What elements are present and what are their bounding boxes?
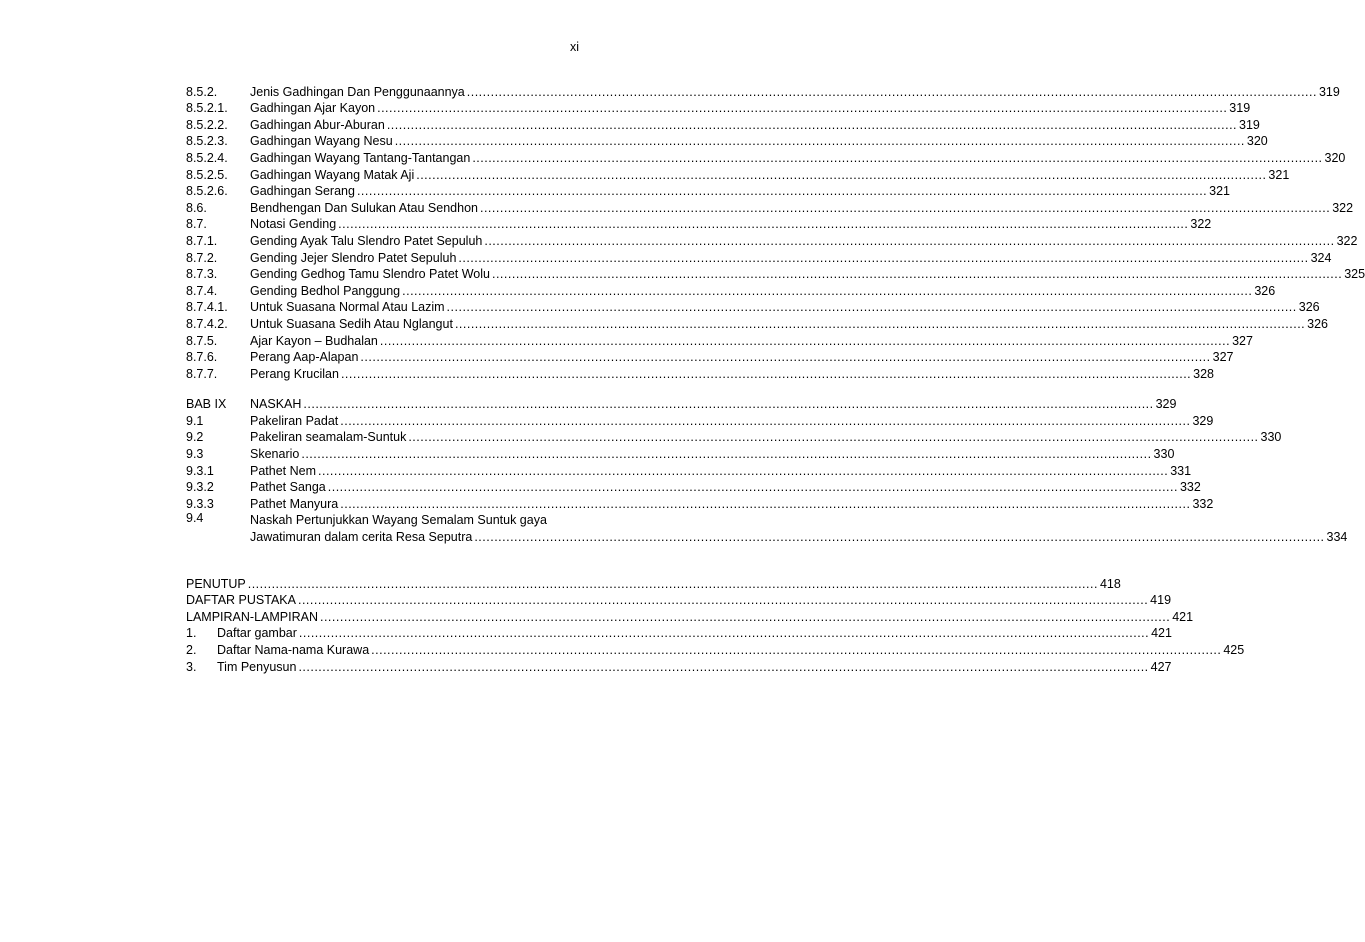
leader-dots <box>474 530 1324 544</box>
toc-entry <box>186 248 1332 265</box>
toc-entry-number: 9.3.2 <box>186 480 214 495</box>
toc-entry-page: 330 <box>1153 447 1175 462</box>
toc-entry-title: Tim Penyusun <box>217 659 297 674</box>
leader-dots <box>298 660 1148 674</box>
toc-entry-page: 332 <box>1179 480 1201 495</box>
toc-entry-number: 9.1 <box>186 413 204 428</box>
toc-entry <box>186 265 1365 282</box>
toc-entry-number: 8.7.4.2. <box>186 316 228 331</box>
toc-entry-number: 1. <box>186 626 197 641</box>
leader-dots <box>318 464 1168 478</box>
toc-entry <box>186 281 1276 298</box>
toc-entry-number: 8.7.5. <box>186 333 218 348</box>
toc-entry-number: 8.5.2.3. <box>186 134 228 149</box>
leader-dots <box>380 334 1230 348</box>
toc-entry-page: 419 <box>1150 593 1172 608</box>
toc-entry-page: 418 <box>1099 576 1121 591</box>
toc-entry-title: Pathet Manyura <box>250 496 339 511</box>
toc-entry-title: Gadhingan Wayang Nesu <box>250 134 393 149</box>
leader-dots <box>472 151 1322 165</box>
toc-entry-title: Untuk Suasana Normal Atau Lazim <box>250 300 445 315</box>
toc-entry-title: Perang Aap-Alapan <box>250 350 359 365</box>
toc-entry-number: 8.5.2.6. <box>186 184 228 199</box>
toc-entry-title: LAMPIRAN-LAMPIRAN <box>186 609 318 624</box>
toc-entry-title: PENUTUP <box>186 576 246 591</box>
toc-entry-page: 319 <box>1318 84 1340 99</box>
toc-entry-page: 425 <box>1223 643 1245 657</box>
toc-entry-number: 8.5.2. <box>186 84 218 99</box>
toc-entry-page: 322 <box>1190 217 1212 232</box>
leader-dots <box>402 284 1252 298</box>
toc-entry-number: 8.5.2.2. <box>186 117 228 132</box>
leader-dots <box>248 577 1098 591</box>
toc-entry <box>186 115 1260 132</box>
toc-entry-title: Gending Jejer Slendro Patet Sepuluh <box>250 250 457 265</box>
toc-entry-page: 421 <box>1151 626 1172 641</box>
toc-entry-number: 8.5.2.4. <box>186 150 228 165</box>
toc-entry-page: 329 <box>1192 413 1214 428</box>
leader-dots <box>455 317 1305 331</box>
toc-entry-page: 421 <box>1172 609 1194 624</box>
toc-entry-number: 8.6. <box>186 200 207 215</box>
toc-entry-title: Skenario <box>250 447 300 462</box>
toc-entry <box>186 215 1212 232</box>
toc-entry-page: 322 <box>1336 233 1358 248</box>
toc-section-back-matter <box>186 574 1194 624</box>
toc-entry-number: 9.3.1 <box>186 463 214 478</box>
toc-entry-title: Daftar Nama-nama Kurawa <box>217 643 370 657</box>
toc-entry-page: 329 <box>1155 397 1177 412</box>
toc-entry-page: 319 <box>1239 117 1260 132</box>
toc-entry-number: 8.7.3. <box>186 267 218 282</box>
table-of-contents <box>186 82 1365 674</box>
toc-entry-title: Daftar gambar <box>217 626 297 641</box>
toc-entry-page: 328 <box>1193 366 1215 381</box>
toc-section-chapter-9 <box>186 395 1282 511</box>
toc-entry-page: 334 <box>1326 530 1348 545</box>
toc-entry-number: 8.7.4. <box>186 283 218 298</box>
toc-entry <box>186 411 1214 428</box>
toc-entry <box>186 82 1340 99</box>
toc-entry <box>186 607 1194 624</box>
leader-dots <box>484 234 1334 248</box>
toc-entry <box>186 348 1234 365</box>
toc-entry-page: 427 <box>1150 659 1172 674</box>
toc-entry-title: Bendhengan Dan Sulukan Atau Sendhon <box>250 200 478 215</box>
leader-dots <box>416 168 1266 182</box>
toc-entry-title: Gadhingan Serang <box>250 184 355 199</box>
toc-entry <box>186 331 1253 348</box>
toc-entry-number: 9.2 <box>186 430 204 445</box>
toc-entry-title: Gadhingan Abur-Aburan <box>250 117 385 132</box>
leader-dots <box>299 626 1149 640</box>
toc-entry-title: Pathet Nem <box>250 463 317 478</box>
toc-entry-title: NASKAH <box>250 397 302 412</box>
toc-entry <box>186 165 1290 182</box>
leader-dots <box>447 300 1297 314</box>
toc-entry <box>186 364 1215 381</box>
leader-dots <box>395 134 1245 148</box>
toc-entry-title: Gadhingan Wayang Matak Aji <box>250 167 415 182</box>
toc-entry-title: Pakeliran seamalam-Suntuk <box>250 430 407 445</box>
toc-entry <box>186 314 1328 331</box>
toc-entry <box>186 428 1282 445</box>
toc-entry-number: BAB IX <box>186 397 227 412</box>
toc-entry-title: Jenis Gadhingan Dan Penggunaannya <box>250 84 465 99</box>
toc-entry <box>186 657 1172 674</box>
toc-entry-title: Untuk Suasana Sedih Atau Nglangut <box>250 316 453 331</box>
toc-entry-title: Gending Ayak Talu Slendro Patet Sepuluh <box>250 233 483 248</box>
toc-entry-number: 8.7.7. <box>186 366 218 381</box>
toc-entry-number: 8.5.2.1. <box>186 101 228 116</box>
toc-entry-number: 8.5.2.5. <box>186 167 228 182</box>
leader-dots <box>303 397 1153 411</box>
toc-entry-page: 326 <box>1254 283 1276 298</box>
toc-entry-page: 324 <box>1310 250 1332 265</box>
toc-entry <box>186 298 1320 315</box>
toc-entry-title: Ajar Kayon – Budhalan <box>250 333 378 348</box>
toc-entry-page: 321 <box>1268 167 1290 182</box>
toc-entry <box>186 99 1251 116</box>
toc-entry <box>186 231 1358 248</box>
toc-entry-page: 320 <box>1324 150 1346 165</box>
toc-section-appendix-items <box>186 624 1245 674</box>
page-number: xi <box>570 40 580 54</box>
toc-entry <box>186 444 1175 462</box>
leader-dots <box>298 593 1148 607</box>
toc-entry <box>186 395 1177 412</box>
toc-entry-page: 327 <box>1232 333 1253 348</box>
leader-dots <box>320 610 1170 624</box>
toc-entry-page: 331 <box>1170 463 1192 478</box>
toc-entry-title: DAFTAR PUSTAKA <box>186 593 296 608</box>
toc-entry-number: 8.7.4.1. <box>186 300 228 315</box>
toc-entry <box>186 148 1346 165</box>
toc-entry <box>186 640 1245 657</box>
toc-entry <box>186 591 1172 608</box>
toc-entry-page: 319 <box>1229 101 1251 116</box>
toc-entry-page: 332 <box>1192 496 1214 511</box>
toc-entry-number: 3. <box>186 659 197 674</box>
leader-dots <box>360 350 1210 364</box>
leader-dots <box>408 430 1258 444</box>
leader-dots <box>338 217 1188 231</box>
toc-entry-title-line2: Jawatimuran dalam cerita Resa Seputra <box>250 530 473 545</box>
toc-entry <box>186 574 1121 591</box>
toc-entry-number: 8.7. <box>186 217 207 232</box>
toc-entry <box>186 461 1192 478</box>
toc-entry-number: 9.3 <box>186 447 204 462</box>
leader-dots <box>328 480 1178 494</box>
toc-entry-title: Perang Krucilan <box>250 366 339 381</box>
toc-entry-title-line1: Naskah Pertunjukkan Wayang Semalam Suntuk gaya <box>250 513 547 528</box>
toc-entry-title: Pathet Sanga <box>250 480 326 495</box>
toc-entry-page: 320 <box>1246 134 1268 149</box>
toc-entry-page: 321 <box>1209 184 1231 199</box>
toc-section-chapter-8 <box>186 82 1365 381</box>
leader-dots <box>341 367 1191 381</box>
toc-entry <box>186 198 1354 215</box>
toc-entry <box>186 494 1214 511</box>
toc-entry-number: 2. <box>186 643 197 657</box>
leader-dots <box>467 85 1317 99</box>
toc-entry-title: Pakeliran Padat <box>250 413 339 428</box>
leader-dots <box>387 118 1237 132</box>
leader-dots <box>301 447 1151 461</box>
leader-dots <box>492 267 1342 281</box>
toc-entry-title: Gadhingan Ajar Kayon <box>250 101 376 116</box>
leader-dots <box>340 414 1190 428</box>
toc-entry-number: 9.4 <box>186 510 204 525</box>
toc-entry-page: 325 <box>1344 267 1365 282</box>
leader-dots <box>371 643 1221 657</box>
toc-entry <box>186 624 1172 641</box>
toc-entry-number: 9.3.3 <box>186 496 214 511</box>
leader-dots <box>340 497 1190 511</box>
toc-entry-title: Gadhingan Wayang Tantang-Tantangan <box>250 150 471 165</box>
toc-entry-title: Gending Gedhog Tamu Slendro Patet Wolu <box>250 267 490 282</box>
toc-entry <box>186 132 1268 149</box>
leader-dots <box>377 101 1227 115</box>
toc-entry-page: 327 <box>1212 350 1234 365</box>
toc-entry-title: Gending Bedhol Panggung <box>250 283 401 298</box>
toc-entry-page: 326 <box>1307 316 1328 331</box>
toc-entry-title: Notasi Gending <box>250 217 337 232</box>
leader-dots <box>357 184 1207 198</box>
toc-entry <box>186 182 1231 199</box>
leader-dots <box>458 251 1308 265</box>
toc-entry-number: 8.7.1. <box>186 233 218 248</box>
toc-entry-multiline <box>186 510 1348 545</box>
toc-entry-number: 8.7.6. <box>186 350 218 365</box>
toc-entry-page: 326 <box>1298 300 1320 315</box>
toc-entry-number: 8.7.2. <box>186 250 218 265</box>
leader-dots <box>480 201 1330 215</box>
toc-entry-page: 322 <box>1332 200 1354 215</box>
toc-entry-page: 330 <box>1260 430 1282 445</box>
toc-entry <box>186 478 1201 495</box>
